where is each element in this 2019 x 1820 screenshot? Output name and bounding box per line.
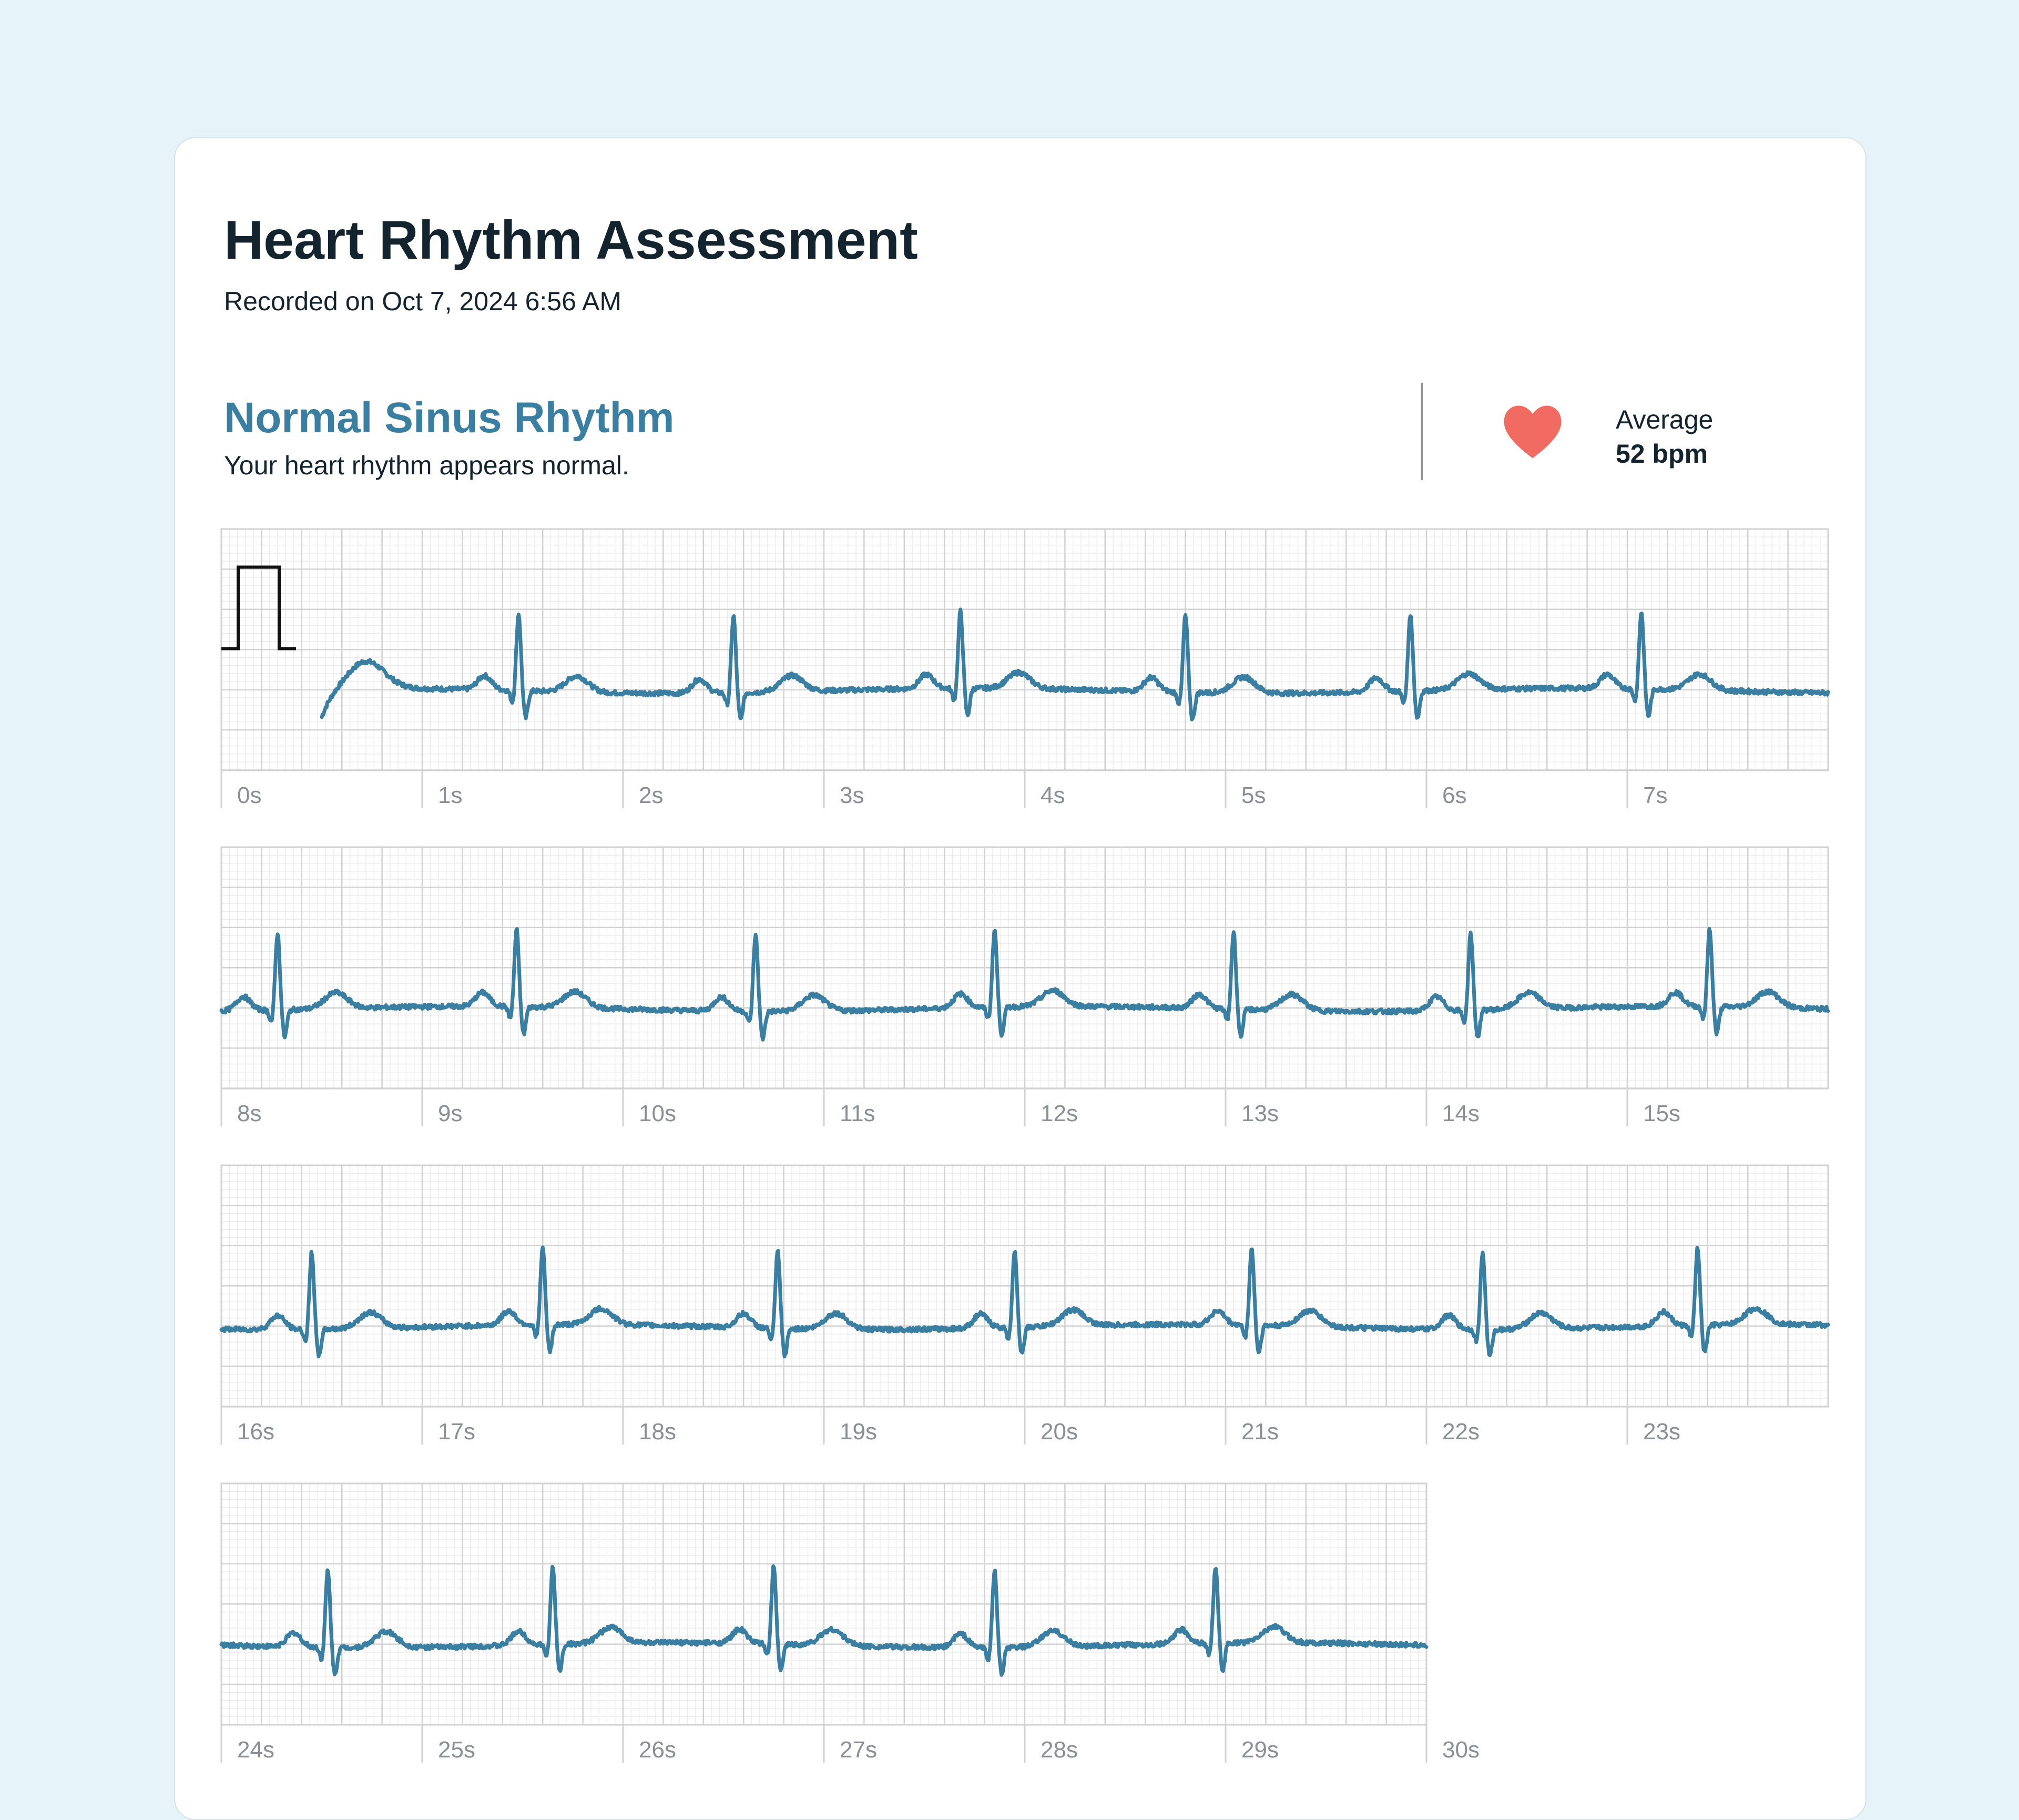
ecg-strip-3 bbox=[221, 1165, 1829, 1449]
time-tick-label: 21s bbox=[1241, 1419, 1279, 1445]
time-tick-label: 29s bbox=[1241, 1737, 1279, 1763]
time-tick-label: 28s bbox=[1041, 1737, 1078, 1763]
summary-divider bbox=[1421, 383, 1423, 480]
average-label: Average bbox=[1616, 405, 1714, 434]
time-tick-label: 3s bbox=[840, 782, 864, 808]
time-tick-label: 14s bbox=[1442, 1101, 1480, 1126]
time-tick-label: 23s bbox=[1643, 1419, 1680, 1445]
time-tick-label: 10s bbox=[639, 1101, 676, 1126]
ecg-trace bbox=[322, 609, 1828, 719]
ecg-strip-1 bbox=[221, 529, 1829, 812]
heart-icon bbox=[1501, 402, 1564, 460]
time-tick-label: 18s bbox=[639, 1419, 676, 1445]
ecg-grid-major bbox=[221, 529, 1828, 770]
time-tick-label: 13s bbox=[1241, 1101, 1279, 1126]
time-tick-label: 16s bbox=[237, 1419, 274, 1445]
time-tick-label: 0s bbox=[237, 782, 262, 808]
time-tick-label: 7s bbox=[1643, 782, 1668, 808]
time-tick-label: 19s bbox=[840, 1419, 877, 1445]
time-tick-label: 17s bbox=[438, 1419, 475, 1445]
time-tick-label: 25s bbox=[438, 1737, 475, 1763]
ecg-grid-major bbox=[221, 1483, 1426, 1725]
time-tick-label: 9s bbox=[438, 1101, 463, 1126]
time-tick-label: 30s bbox=[1442, 1737, 1480, 1763]
page-title: Heart Rhythm Assessment bbox=[224, 210, 918, 271]
time-tick-label: 27s bbox=[840, 1737, 877, 1763]
time-tick-label: 6s bbox=[1442, 782, 1467, 808]
heart-icon-shape bbox=[1504, 406, 1562, 459]
time-tick-label: 22s bbox=[1442, 1419, 1480, 1445]
average-bpm-value: 52 bpm bbox=[1616, 439, 1708, 469]
time-tick-label: 1s bbox=[438, 782, 463, 808]
time-tick-label: 15s bbox=[1643, 1101, 1680, 1126]
time-tick-label: 26s bbox=[639, 1737, 676, 1763]
time-tick-label: 20s bbox=[1041, 1419, 1078, 1445]
ecg-grid-major bbox=[221, 847, 1828, 1089]
time-tick-label: 11s bbox=[840, 1101, 875, 1126]
time-tick-label: 12s bbox=[1041, 1101, 1078, 1126]
time-tick-label: 8s bbox=[237, 1101, 262, 1126]
calibration-pulse bbox=[221, 567, 296, 649]
rhythm-classification-title: Normal Sinus Rhythm bbox=[224, 394, 675, 442]
time-tick-label: 24s bbox=[237, 1737, 274, 1763]
ecg-strip-4 bbox=[221, 1483, 1480, 1767]
rhythm-classification-description: Your heart rhythm appears normal. bbox=[224, 451, 629, 480]
ecg-strip-2 bbox=[221, 847, 1829, 1131]
time-tick-label: 4s bbox=[1041, 782, 1065, 808]
time-tick-label: 2s bbox=[639, 782, 664, 808]
time-tick-label: 5s bbox=[1241, 782, 1266, 808]
recorded-timestamp: Recorded on Oct 7, 2024 6:56 AM bbox=[224, 287, 622, 316]
ecg-grid-major bbox=[221, 1165, 1828, 1407]
